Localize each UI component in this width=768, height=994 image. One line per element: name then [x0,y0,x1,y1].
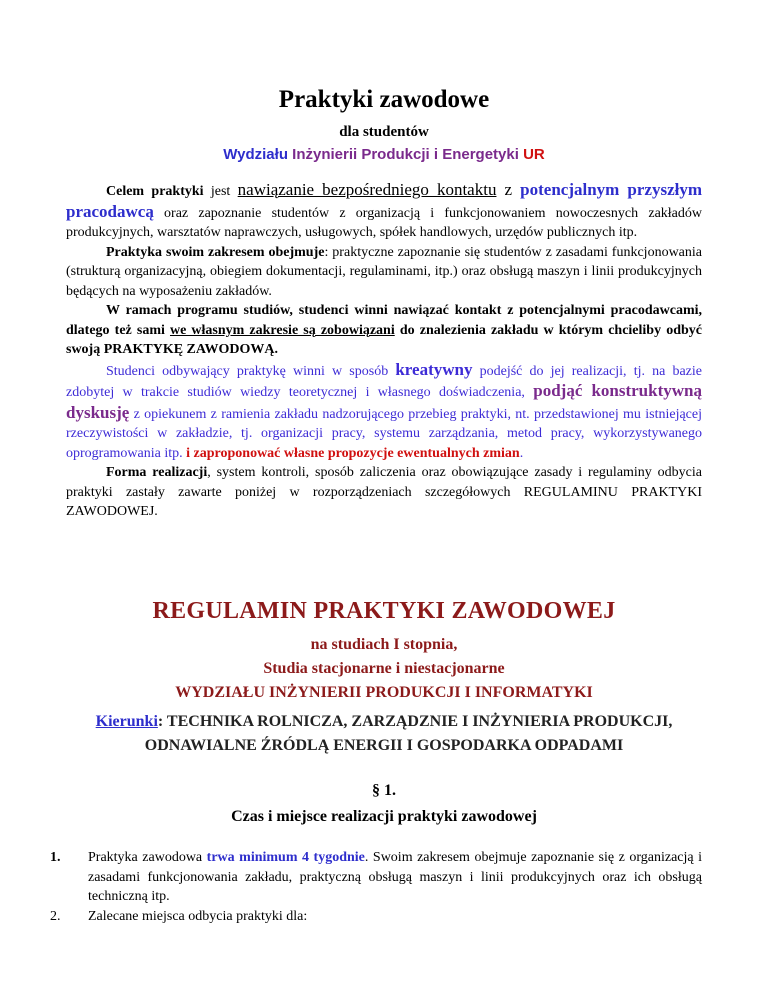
list-item [50,907,702,927]
regulamin-title: REGULAMIN PRAKTYKI ZAWODOWEJ [152,598,616,624]
goal-jest: jest [203,184,238,199]
creative-c: podejść do jej realizacji, tj. na bazie zdobytej w trakcie studiów wiedzy teoretycznej i własnego doświadczenia, [66,363,702,400]
list-item-text-a: Praktyka zawodowa [88,850,207,865]
creative-e: z opiekunem z ramienia zakładu nadzorującego przebieg praktyki, nt. przedstawionej mu istniejącej rzeczywistości w zakładzie, tj. organizacji pracy, systemu zarządzania, metod pracy, wykorzystywanego oprogramowania itp. [66,406,702,461]
list-item-number: 2. [50,908,61,924]
list-item-number: 1. [50,850,61,865]
form-text: , system kontroli, sposób zaliczenia oraz obowiązujące zasady i regulaminy odbycia praktyki zastały zawarte poniżej w rozporządzeniach szczegółowych REGULAMINU PRAKTYKI ZAWODOWEJ. [66,465,702,519]
faculty-prefix: Wydziału [223,146,293,163]
creative-kreatywny: kreatywny [395,359,473,379]
section-title: Czas i miejsce realizacji praktyki zawodowej [231,808,537,825]
regulation-list [50,848,703,926]
page-title: Praktyki zawodowe [278,86,490,113]
goal-label: Celem praktyki [106,184,204,199]
goal-contact: nawiązanie bezpośredniego kontaktu [237,180,497,199]
subtitle-students: dla studentów [339,124,429,140]
faculty-name: Inżynierii Produkcji i Energetyki [292,146,524,163]
form-label: Forma realizacji [106,465,208,480]
contact-text-a: W ramach programu studiów, studenci winni nawiązać kontakt z potencjalnymi pracodawcami, dlatego też sami [66,303,702,338]
intro-paragraph-goal [66,180,702,243]
regulamin-mode: Studia stacjonarne i niestacjonarne [263,660,505,677]
intro-paragraph-contact [66,301,702,360]
creative-dyskusja: podjąć konstruktywną dyskusję [66,381,702,422]
contact-obligation: we własnym zakresie są zobowiązani [169,322,395,338]
creative-dot: . [519,445,524,461]
faculty-ur: UR [523,146,545,163]
creative-a: Studenci odbywający praktykę winni w sposób [106,363,396,379]
scope-label: Praktyka swoim zakresem obejmuje [106,244,325,260]
goal-employer: potencjalnym przyszłym pracodawcą [66,180,703,221]
scope-text: : praktyczne zapoznanie się studentów z zasadami funkcjonowania (strukturą organizacyjną, obiegiem dokumentacji, regulaminami, itp.) oraz obsługą maszyn i linii produkcyjnych będących na wyposażeniu zakładów. [66,244,702,299]
list-item-duration: trwa minimum 4 tygodnie [206,850,365,865]
section-number: § 1. [372,782,396,799]
majors-link[interactable]: Kierunki [95,713,158,730]
regulamin-faculty: WYDZIAŁU INŻYNIERII PRODUKCJI I INFORMATYKI [175,684,593,701]
subtitle-faculty [66,146,702,163]
intro-section [66,180,702,522]
list-item-text-c: . Swoim zakresem obejmuje zapoznanie się z organizacją i zasadami funkcjonowania zakładu, praktyczną obsługą maszyn i linii produkcyjnych oraz ich obsługą techniczną itp. [88,850,703,904]
contact-text-c: do znalezienia zakładu w którym chcieliby odbyć swoją PRAKTYKĘ ZAWODOWĄ. [66,322,702,357]
regulamin-majors [66,710,702,758]
creative-proposal: i zaproponować własne propozycje ewentualnych zmian [186,445,520,461]
intro-paragraph-creative [66,360,702,464]
majors-list: : TECHNIKA ROLNICZA, ZARZĄDZNIE I INŻYNIERIA PRODUKCJI, ODNAWIALNE ŹRÓDLĄ ENERGII I GOSPODARKA ODPADAMI [144,713,673,754]
list-item-text: Zalecane miejsca odbycia praktyki dla: [88,908,308,924]
intro-paragraph-scope [66,243,702,302]
list-item [50,848,703,907]
intro-paragraph-form [66,463,702,522]
regulamin-level: na studiach I stopnia, [310,636,458,653]
goal-z: z [496,180,521,199]
goal-rest: oraz zapoznanie studentów z organizacją i funkcjonowaniem nowoczesnych zakładów produkcyjnych, warsztatów naprawczych, usługowych, spółek handlowych, urzędów publicznych itp. [66,205,702,240]
